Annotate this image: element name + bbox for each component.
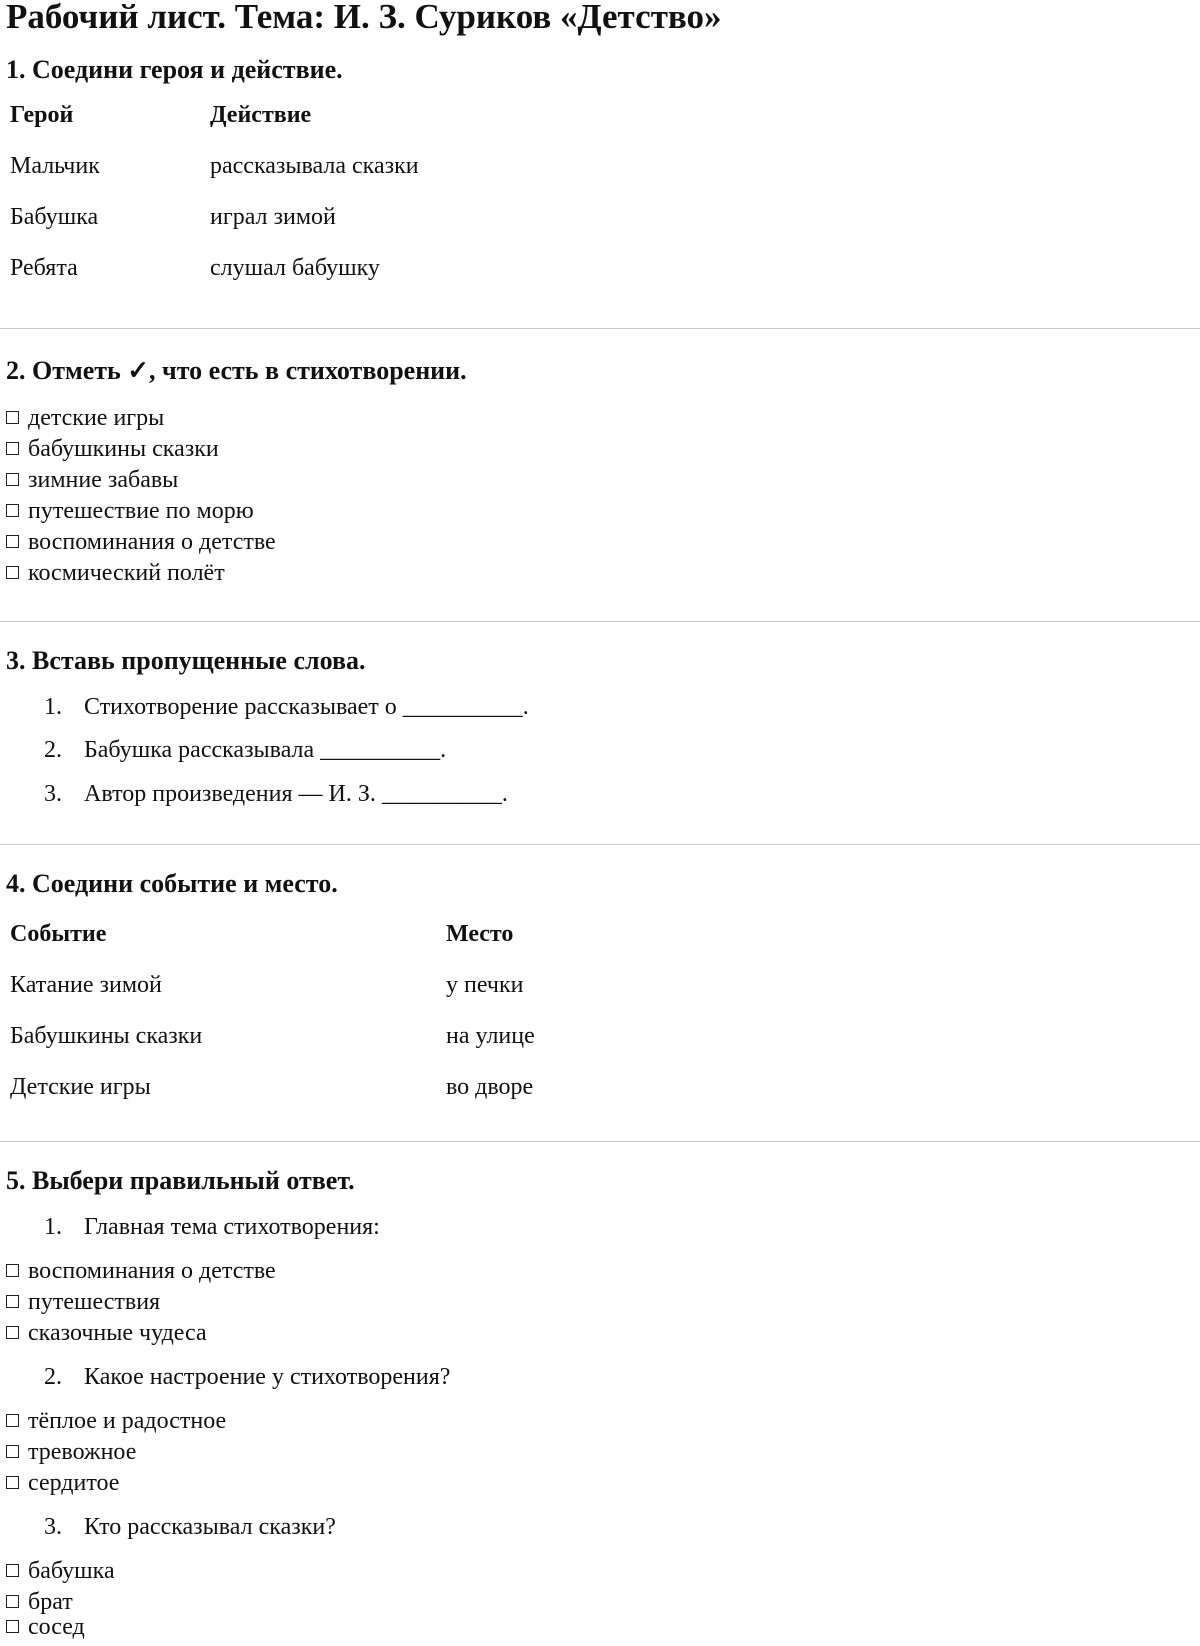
checklist-item-label: бабушкины сказки — [28, 436, 219, 462]
section-divider — [0, 1141, 1200, 1142]
fill-in-text: Автор произведения — И. З. __________. — [84, 781, 508, 807]
section-divider — [0, 621, 1200, 622]
answer-option-label: бабушка — [28, 1558, 115, 1584]
checkbox-icon[interactable] — [6, 566, 19, 579]
section-2-heading: 2. Отметь ✓, что есть в стихотворении. — [6, 356, 467, 385]
table-cell: у печки — [446, 972, 524, 998]
checkbox-icon[interactable] — [6, 504, 19, 517]
answer-option[interactable] — [6, 1556, 115, 1586]
list-number: 1. — [44, 1214, 62, 1240]
table-header-place: Место — [446, 921, 514, 947]
fill-in-text: Бабушка рассказывала __________. — [84, 737, 447, 763]
list-number: 1. — [44, 694, 62, 720]
checkbox-icon[interactable] — [6, 1295, 19, 1308]
answer-option-label: сосед — [28, 1614, 85, 1640]
checklist-item[interactable] — [6, 465, 178, 495]
table-cell: Мальчик — [10, 153, 100, 179]
checkbox-icon[interactable] — [6, 442, 19, 455]
answer-option[interactable] — [6, 1612, 85, 1642]
checklist-item[interactable] — [6, 496, 254, 526]
answer-option[interactable] — [6, 1468, 119, 1498]
question-text: Главная тема стихотворения: — [84, 1214, 380, 1240]
question-text: Какое настроение у стихотворения? — [84, 1364, 451, 1390]
question-text: Кто рассказывал сказки? — [84, 1514, 336, 1540]
checkbox-icon[interactable] — [6, 1620, 19, 1633]
answer-option-label: путешествия — [28, 1289, 161, 1315]
table-cell: Ребята — [10, 255, 78, 281]
checklist-item-label: путешествие по морю — [28, 498, 254, 524]
checkbox-icon[interactable] — [6, 1564, 19, 1577]
fill-in-text: Стихотворение рассказывает о __________. — [84, 694, 529, 720]
answer-option[interactable] — [6, 1406, 226, 1436]
checklist-item-label: космический полёт — [28, 560, 225, 586]
section-divider — [0, 328, 1200, 329]
checkbox-icon[interactable] — [6, 1414, 19, 1427]
table-header-event: Событие — [10, 921, 107, 947]
checkbox-icon[interactable] — [6, 411, 19, 424]
section-5-heading: 5. Выбери правильный ответ. — [6, 1166, 355, 1195]
checklist-item[interactable] — [6, 434, 219, 464]
checkbox-icon[interactable] — [6, 1264, 19, 1277]
page-title: Рабочий лист. Тема: И. З. Суриков «Детство» — [6, 0, 722, 36]
answer-option-label: тёплое и радостное — [28, 1408, 227, 1434]
checkbox-icon[interactable] — [6, 1595, 19, 1608]
section-1-heading: 1. Соедини героя и действие. — [6, 55, 343, 84]
list-number: 2. — [44, 737, 62, 763]
checklist-item[interactable] — [6, 527, 276, 557]
section-3-heading: 3. Вставь пропущенные слова. — [6, 646, 366, 675]
answer-option-label: воспоминания о детстве — [28, 1258, 276, 1284]
table-header-action: Действие — [210, 102, 312, 128]
table-cell: слушал бабушку — [210, 255, 380, 281]
checkbox-icon[interactable] — [6, 1445, 19, 1458]
list-number: 3. — [44, 1514, 62, 1540]
list-number: 2. — [44, 1364, 62, 1390]
section-divider — [0, 844, 1200, 845]
checkbox-icon[interactable] — [6, 473, 19, 486]
section-4-heading: 4. Соедини событие и место. — [6, 869, 338, 898]
answer-option-label: тревожное — [28, 1439, 137, 1465]
checklist-item[interactable] — [6, 403, 164, 433]
table-cell: Катание зимой — [10, 972, 162, 998]
answer-option[interactable] — [6, 1256, 276, 1286]
table-cell: Детские игры — [10, 1074, 151, 1100]
answer-option-label: сказочные чудеса — [28, 1320, 207, 1346]
answer-option-label: сердитое — [28, 1470, 120, 1496]
answer-option[interactable] — [6, 1437, 136, 1467]
answer-option[interactable] — [6, 1318, 207, 1348]
table-cell: играл зимой — [210, 204, 336, 230]
answer-option-label: брат — [28, 1589, 73, 1615]
checklist-item[interactable] — [6, 558, 225, 588]
list-number: 3. — [44, 781, 62, 807]
checkbox-icon[interactable] — [6, 535, 19, 548]
answer-option[interactable] — [6, 1287, 160, 1317]
checkbox-icon[interactable] — [6, 1326, 19, 1339]
checkbox-icon[interactable] — [6, 1476, 19, 1489]
checklist-item-label: детские игры — [28, 405, 165, 431]
table-cell: Бабушкины сказки — [10, 1023, 203, 1049]
table-cell: на улице — [446, 1023, 535, 1049]
checklist-item-label: зимние забавы — [28, 467, 179, 493]
table-cell: рассказывала сказки — [210, 153, 419, 179]
checklist-item-label: воспоминания о детстве — [28, 529, 276, 555]
table-cell: Бабушка — [10, 204, 99, 230]
table-header-hero: Герой — [10, 102, 74, 128]
table-cell: во дворе — [446, 1074, 534, 1100]
